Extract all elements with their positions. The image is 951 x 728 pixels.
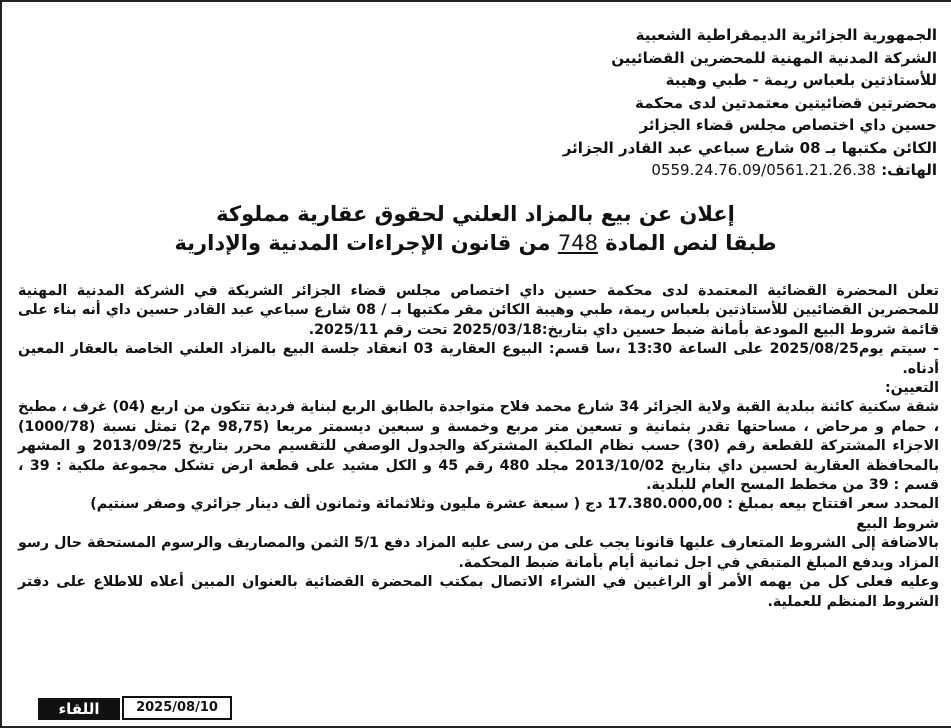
header-jurisdiction: حسين داي اختصاص مجلس قضاء الجزائر xyxy=(639,116,937,134)
publication-date: 2025/08/10 xyxy=(122,696,232,720)
contact-paragraph: وعليه فعلى كل من يهمه الأمر أو الراغبين في الشراء الاتصال بمكتب المحضرة القضائية بالعنوان المبين أعلاه للاطلاع على دفتر الشروط المنظم للعملية. xyxy=(18,574,939,610)
session-paragraph: - سيتم يوم2025/08/25 على الساعة 13:30 ،سا قسم: البيوع العقارية 03 انعقاد جلسة البيع بالمزاد العلني الخاصة بالعقار المعين أدناه. xyxy=(18,341,939,377)
header-bailiffs: للأستاذتين بلعباس ريمة - طبي وهيبة xyxy=(665,71,937,89)
header-company: الشركة المدنية المهنية للمحضرين القضائيين xyxy=(611,48,937,67)
designation-paragraph: شقة سكنية كائنة ببلدية القبة ولاية الجزائر 34 شارع محمد فلاح متواجدة بالطابق الربع لبناية فردية تتكون من اربع (04) غرف ، مطبخ ، حمام و مرحاض ، مساحتها تقدر بثمانية و تسعين متر مربع وخمسة و سبعين ديسمتر مربعا (98,75 م2) تمثل نسبة (1000/78) الاجزاء المشتركة للقطعة رقم (30) حسب نظام الملكية المشتركة والجدول الوصفي للتقسيم محرر بتاريخ 2013/09/25 و المشهر بالمحافظة العقارية لحسين داي بتاريخ 2013/10/02 مجلد 480 رقم 45 و الكل مشيد على قطعة ارض تشكل مجموعة ملكية : 39 ، قسم : 39 من مخطط المسح العام للبلدية. xyxy=(18,399,940,494)
announcement-title xyxy=(0,200,951,258)
title-line-2 xyxy=(0,229,951,258)
top-border xyxy=(0,0,951,2)
opening-price-paragraph: المحدد سعر افتتاح بيعه بمبلغ : 17.380.000,00 دج ( سبعة عشرة مليون وثلاثمائة وثمانون ألف دينار جزائري وصفر سنتيم) xyxy=(90,496,939,513)
announcement-body xyxy=(18,282,939,612)
phone-label: الهاتف: xyxy=(881,161,937,179)
intro-paragraph: تعلن المحضرة القضائية المعتمدة لدى محكمة حسين داي اختصاص مجلس قضاء الجزائر الشريكة في الشركة المدنية المهنية للمحضرين القضائيين للأستاذتين بلعباس ريمة، طبي وهيبة الكائن مقر مكتبها بـ / 08 شارع سباعي عبد القادر حسين داي أنه بناء على قائمة شروط البيع المودعة بأمانة ضبط حسين داي بتاريخ:2025/03/18 تحت رقم 2025/11. xyxy=(18,283,939,338)
header-accreditation: محضرتين قضائيتين معتمدتين لدى محكمة xyxy=(635,93,937,112)
office-header xyxy=(217,24,937,182)
phone-number: 0559.24.76.09/0561.21.26.38 xyxy=(651,161,876,179)
header-phone xyxy=(217,159,937,182)
title-line-2-after: من قانون الإجراءات المدنية والإدارية xyxy=(174,231,558,255)
designation-heading: التعيين: xyxy=(884,380,939,397)
header-address: الكائن مكتبها بـ 08 شارع سباعي عبد القادر الجزائر xyxy=(562,138,937,157)
title-line-2-before: طبقا لنص المادة xyxy=(597,231,777,255)
header-republic: الجمهورية الجزائرية الديمقراطية الشعبية xyxy=(635,26,937,44)
newspaper-name: اللقاء xyxy=(38,698,120,720)
title-line-1: إعلان عن بيع بالمزاد العلني لحقوق عقارية مملوكة xyxy=(216,202,735,226)
conditions-paragraph: بالاضافة إلى الشروط المتعارف عليها قانونا يجب على من رسى عليه المزاد دفع 5/1 الثمن والمصاريف والرسوم المستحقة حال رسو المزاد ويدفع المبلغ المتبقي في اجل ثمانية أيام بأمانة ضبط المحكمة. xyxy=(18,535,939,571)
left-border xyxy=(0,0,2,728)
conditions-heading: شروط البيع xyxy=(856,515,939,532)
article-number: 748 xyxy=(557,231,598,255)
